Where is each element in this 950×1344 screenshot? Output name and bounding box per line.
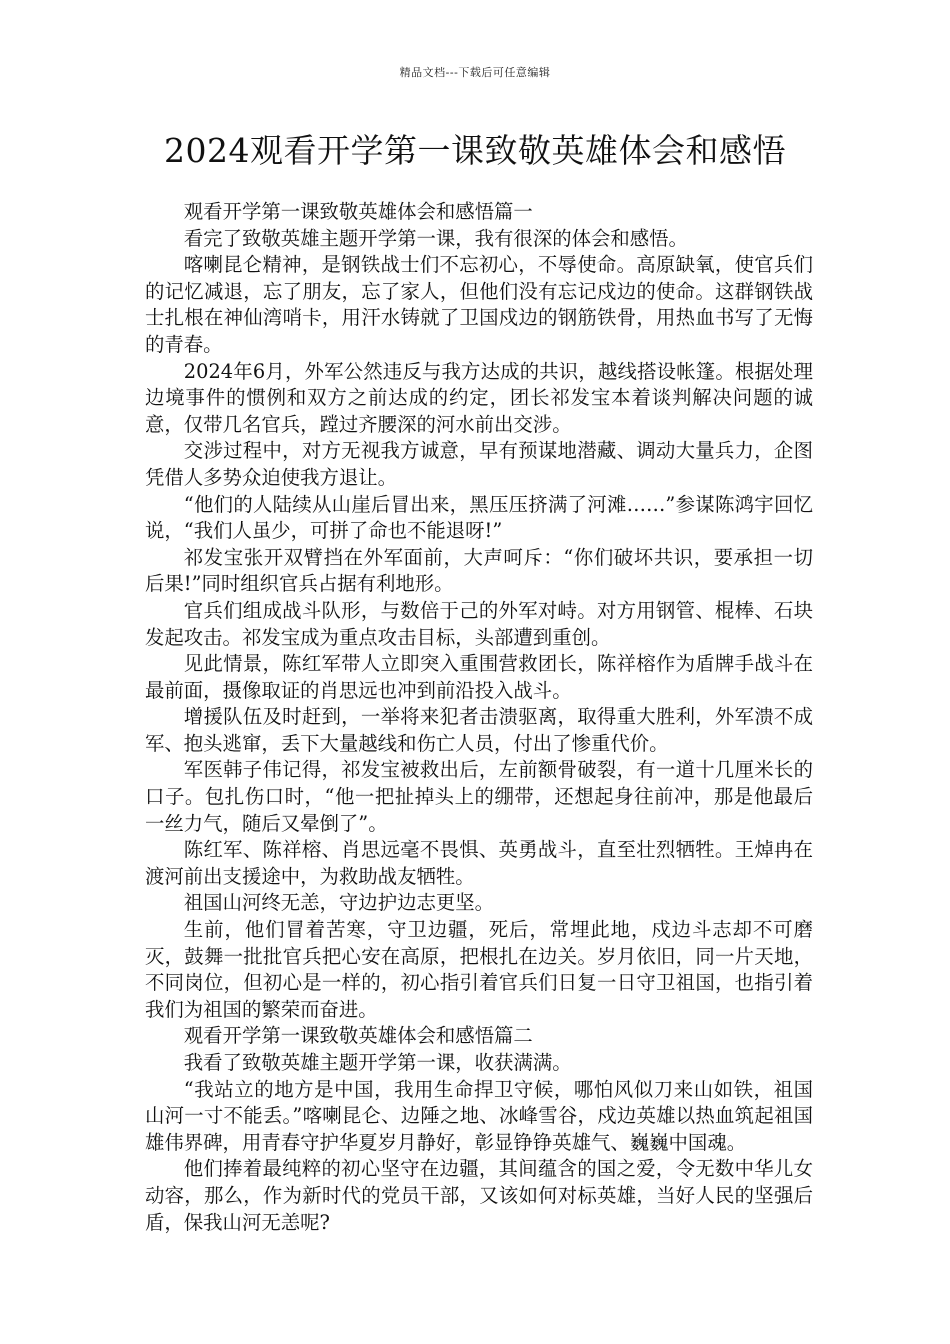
paragraph: 军医韩子伟记得，祁发宝被救出后，左前额骨破裂，有一道十几厘米长的口子。包扎伤口时，“他一把扯掉头上的绷带，还想起身往前冲，那是他最后一丝力气，随后又晕倒了”。	[145, 758, 813, 835]
paragraph: 增援队伍及时赶到，一举将来犯者击溃驱离，取得重大胜利，外军溃不成军、抱头逃窜，丢下大量越线和伤亡人员，付出了惨重代价。	[145, 705, 813, 755]
paragraph: 交涉过程中，对方无视我方诚意，早有预谋地潜藏、调动大量兵力，企图凭借人多势众迫使我方退让。	[145, 439, 813, 489]
paragraph: “他们的人陆续从山崖后冒出来，黑压压挤满了河滩……”参谋陈鸿宇回忆说，“我们人虽少，可拼了命也不能退呀!”	[145, 492, 813, 543]
paragraph: 看完了致敬英雄主题开学第一课，我有很深的体会和感悟。	[183, 226, 688, 250]
paragraph: “我站立的地方是中国，我用生命捍卫守候，哪怕风似刀来山如铁，祖国山河一寸不能丢。”喀喇昆仑、边陲之地、冰峰雪谷，戍边英雄以热血筑起祖国雄伟界碑，用青春守护华夏岁月静好，彰显铮铮英雄气、巍巍中国魂。	[145, 1077, 813, 1154]
paragraph: 我看了致敬英雄主题开学第一课，收获满满。	[183, 1051, 572, 1074]
paragraph: 生前，他们冒着苦寒，守卫边疆，死后，常埋此地，戍边斗志却不可磨灭，鼓舞一批批官兵把心安在高原，把根扎在边关。岁月依旧，同一片天地，不同岗位，但初心是一样的，初心指引着官兵们日复一日守卫祖国，也指引着我们为祖国的繁荣而奋进。	[145, 918, 813, 1021]
paragraph: 官兵们组成战斗队形，与数倍于己的外军对峙。对方用钢管、棍棒、石块发起攻击。祁发宝成为重点攻击目标，头部遭到重创。	[145, 598, 813, 649]
paragraph-section-heading-1: 观看开学第一课致敬英雄体会和感悟篇一	[183, 200, 533, 223]
paragraph: 他们捧着最纯粹的初心坚守在边疆，其间蕴含的国之爱，令无数中华儿女动容，那么，作为新时代的党员干部，又该如何对标英雄，当好人民的坚强后盾，保我山河无恙呢?	[145, 1157, 813, 1234]
paragraph: 祖国山河终无恙，守边护边志更坚。	[183, 891, 495, 915]
paragraph: 2024年6月，外军公然违反与我方达成的共识，越线搭设帐篷。根据处理边境事件的惯例和双方之前达成的约定，团长祁发宝本着谈判解决问题的诚意，仅带几名官兵，蹚过齐腰深的河水前出交涉。	[145, 359, 813, 436]
paragraph-section-heading-2: 观看开学第一课致敬英雄体会和感悟篇二	[183, 1024, 533, 1048]
document-body	[145, 199, 813, 1236]
paragraph: 喀喇昆仑精神，是钢铁战士们不忘初心，不辱使命。高原缺氧，使官兵们的记忆减退，忘了朋友，忘了家人，但他们没有忘记戍边的使命。这群钢铁战士扎根在神仙湾哨卡，用汗水铸就了卫国戍边的钢筋铁骨，用热血书写了无悔的青春。	[145, 253, 813, 356]
paragraph: 祁发宝张开双臂挡在外军面前，大声呵斥：“你们破坏共识，要承担一切后果!”同时组织官兵占据有利地形。	[145, 545, 813, 596]
paragraph: 陈红军、陈祥榕、肖思远毫不畏惧、英勇战斗，直至壮烈牺牲。王焯冉在渡河前出支援途中，为救助战友牺牲。	[145, 838, 813, 888]
document-title: 2024观看开学第一课致敬英雄体会和感悟	[164, 131, 786, 170]
page-header: 精品文档---下载后可任意编辑	[399, 66, 551, 79]
paragraph: 见此情景，陈红军带人立即突入重围营救团长，陈祥榕作为盾牌手战斗在最前面，摄像取证的肖思远也冲到前沿投入战斗。	[145, 652, 813, 702]
